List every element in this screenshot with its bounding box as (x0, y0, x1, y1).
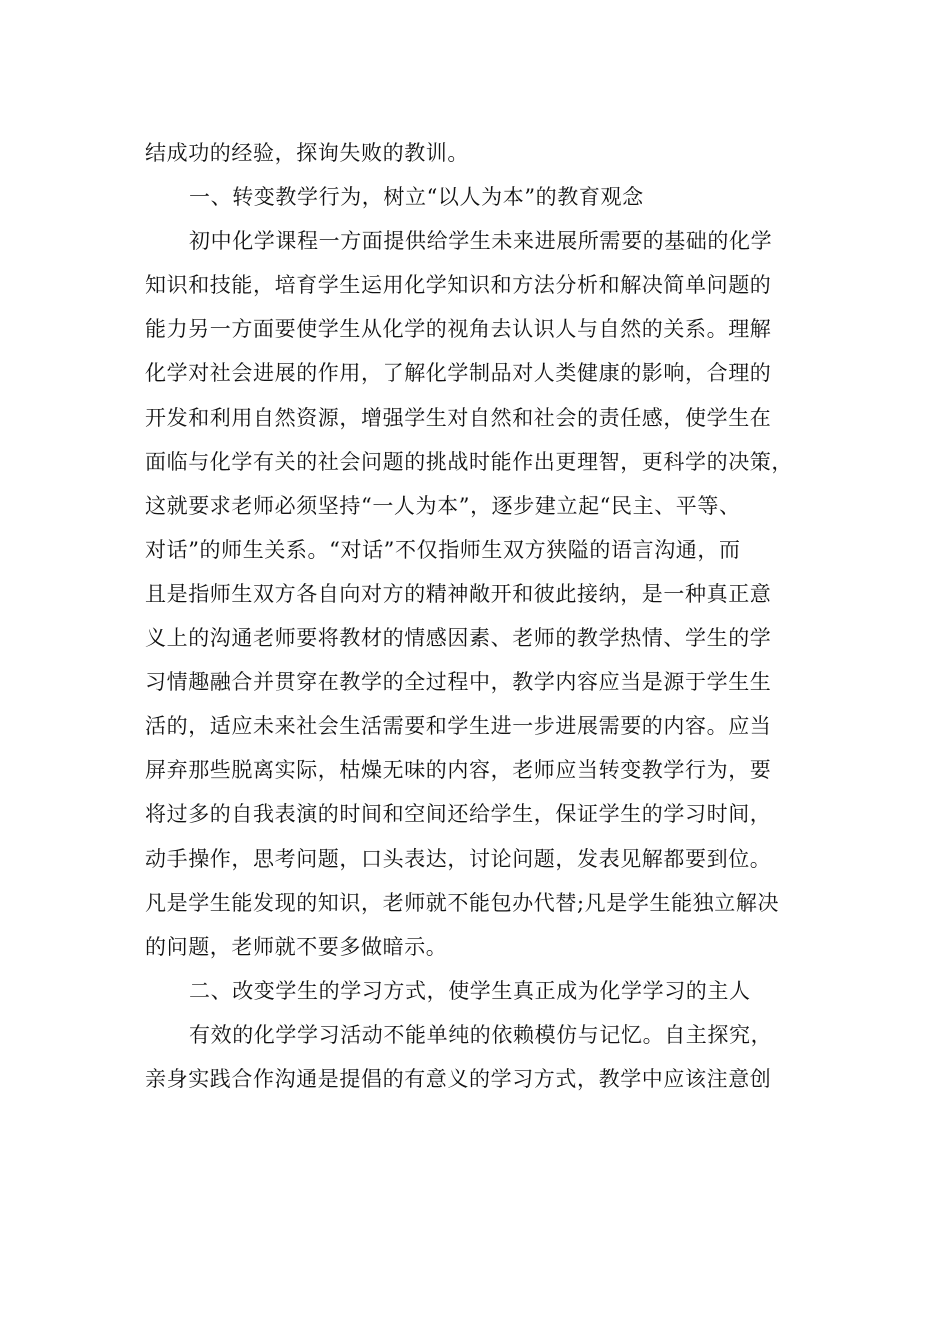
text-line: 且是指师生双方各自向对方的精神敞开和彼此接纳，是一种真正意 (145, 581, 772, 606)
text-line: 义上的沟通老师要将教材的情感因素、老师的教学热情、学生的学 (145, 626, 772, 651)
section-heading-1: 一、转变教学行为，树立“以人为本”的教育观念 (189, 185, 644, 210)
text-line: 面临与化学有关的社会问题的挑战时能作出更理智，更科学的决策， (145, 449, 793, 474)
text-line: 开发和利用自然资源，增强学生对自然和社会的责任感，使学生在 (145, 405, 772, 430)
text-line: 活的，适应未来社会生活需要和学生进一步进展需要的内容。应当 (145, 714, 772, 739)
document-body (145, 131, 815, 1101)
text-line: 习情趣融合并贯穿在教学的全过程中，教学内容应当是源于学生生 (145, 670, 772, 695)
section-heading-2: 二、改变学生的学习方式，使学生真正成为化学学习的主人 (189, 978, 751, 1003)
text-line: 对话”的师生关系。“对话”不仅指师生双方狭隘的语言沟通，而 (145, 537, 741, 562)
text-line: 有效的化学学习活动不能单纯的依赖模仿与记忆。自主探究， (189, 1022, 773, 1047)
text-line: 亲身实践合作沟通是提倡的有意义的学习方式，教学中应该注意创 (145, 1066, 772, 1091)
text-line: 屏弃那些脱离实际，枯燥无味的内容，老师应当转变教学行为，要 (145, 758, 772, 783)
text-line: 将过多的自我表演的时间和空间还给学生，保证学生的学习时间， (145, 802, 772, 827)
text-line: 结成功的经验，探询失败的教训。 (145, 141, 469, 165)
text-line: 化学对社会进展的作用，了解化学制品对人类健康的影响，合理的 (145, 361, 772, 386)
text-line: 知识和技能，培育学生运用化学知识和方法分析和解决简单问题的 (145, 273, 772, 298)
text-line: 能力另一方面要使学生从化学的视角去认识人与自然的关系。理解 (145, 317, 772, 342)
text-line: 动手操作，思考问题，口头表达，讨论问题，发表见解都要到位。 (145, 846, 772, 871)
text-line: 的问题，老师就不要多做暗示。 (145, 934, 448, 959)
text-line: 这就要求老师必须坚持“一人为本”，逐步建立起“民主、平等、 (145, 493, 741, 518)
text-line: 凡是学生能发现的知识，老师就不能包办代替;凡是学生能独立解决 (145, 890, 780, 915)
text-line: 初中化学课程一方面提供给学生未来进展所需要的基础的化学 (189, 229, 773, 254)
